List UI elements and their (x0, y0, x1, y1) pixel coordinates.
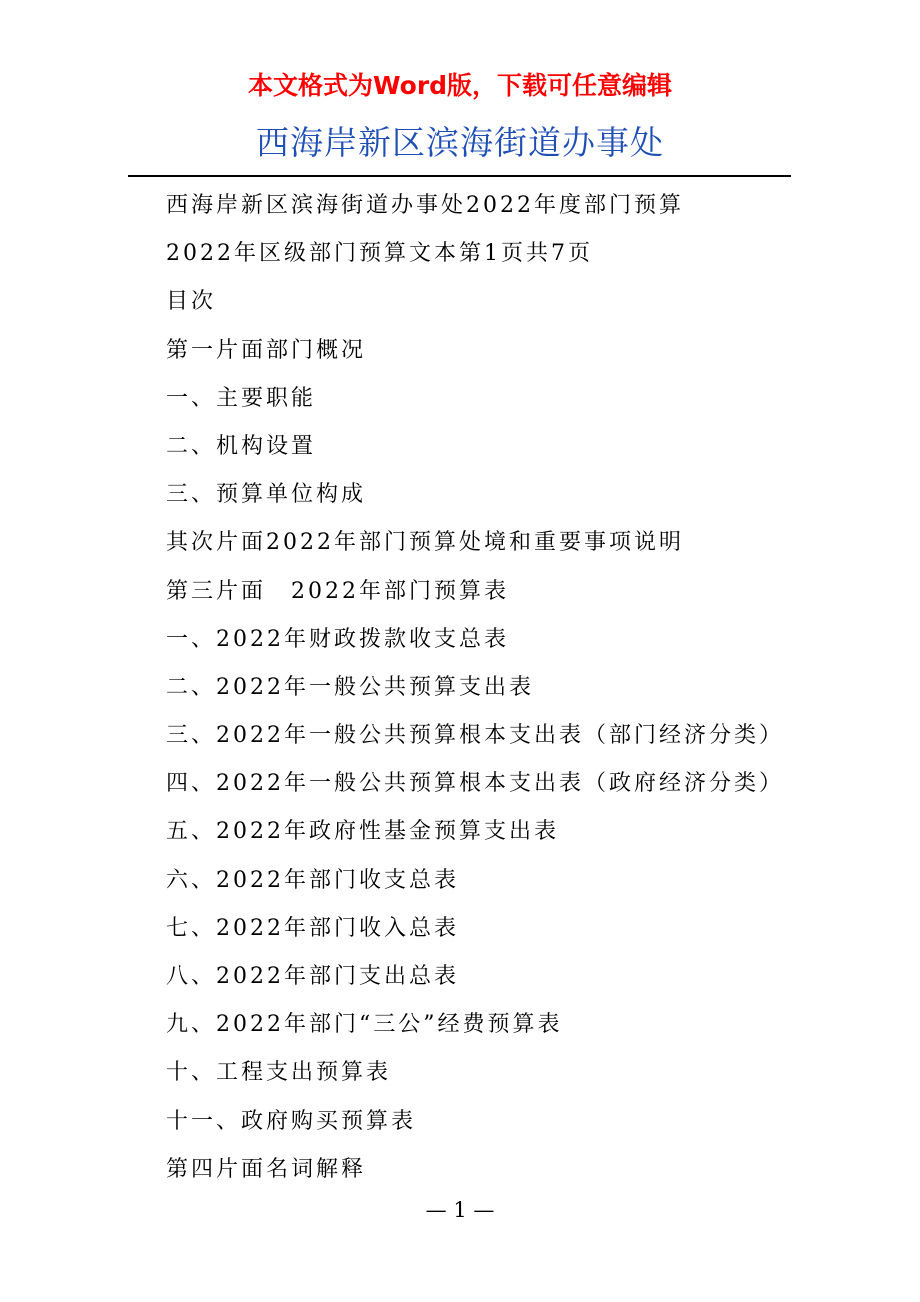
page-number: — 1 — (425, 1198, 495, 1222)
document-body (166, 182, 806, 1194)
toc-item: 十一、政府购买预算表 (166, 1108, 417, 1134)
toc-item: 四、2022年一般公共预算根本支出表（政府经济分类） (166, 771, 784, 797)
toc-item: 五、2022年政府性基金预算支出表 (166, 819, 559, 845)
toc-heading: 目次 (166, 289, 217, 315)
document-title-line: 西海岸新区滨海街道办事处2022年度部门预算 (166, 193, 684, 218)
toc-item: 三、预算单位构成 (166, 482, 367, 508)
page-info-line: 2022年区级部门预算文本第1页共7页 (166, 241, 593, 267)
toc-item: 六、2022年部门收支总表 (166, 867, 459, 893)
header-divider (128, 175, 791, 177)
toc-item: 七、2022年部门收入总表 (166, 915, 459, 941)
toc-part-3: 第三片面 2022年部门预算表 (166, 578, 509, 604)
toc-item: 十、工程支出预算表 (166, 1060, 392, 1086)
document-header-title: 西海岸新区滨海街道办事处 (256, 123, 664, 162)
toc-item: 二、2022年一般公共预算支出表 (166, 674, 534, 700)
toc-part-4: 第四片面名词解释 (166, 1156, 367, 1182)
toc-item: 二、机构设置 (166, 433, 317, 459)
toc-item: 一、主要职能 (166, 385, 317, 411)
toc-item: 三、2022年一般公共预算根本支出表（部门经济分类） (166, 723, 784, 749)
toc-part-1: 第一片面部门概况 (166, 337, 367, 363)
toc-item: 八、2022年部门支出总表 (166, 964, 459, 989)
toc-item: 一、2022年财政拨款收支总表 (166, 626, 509, 652)
download-notice-banner: 本文格式为Word版，下载可任意编辑 (247, 71, 673, 100)
toc-item: 九、2022年部门“三公”经费预算表 (166, 1012, 563, 1038)
toc-part-2: 其次片面2022年部门预算处境和重要事项说明 (166, 530, 684, 556)
